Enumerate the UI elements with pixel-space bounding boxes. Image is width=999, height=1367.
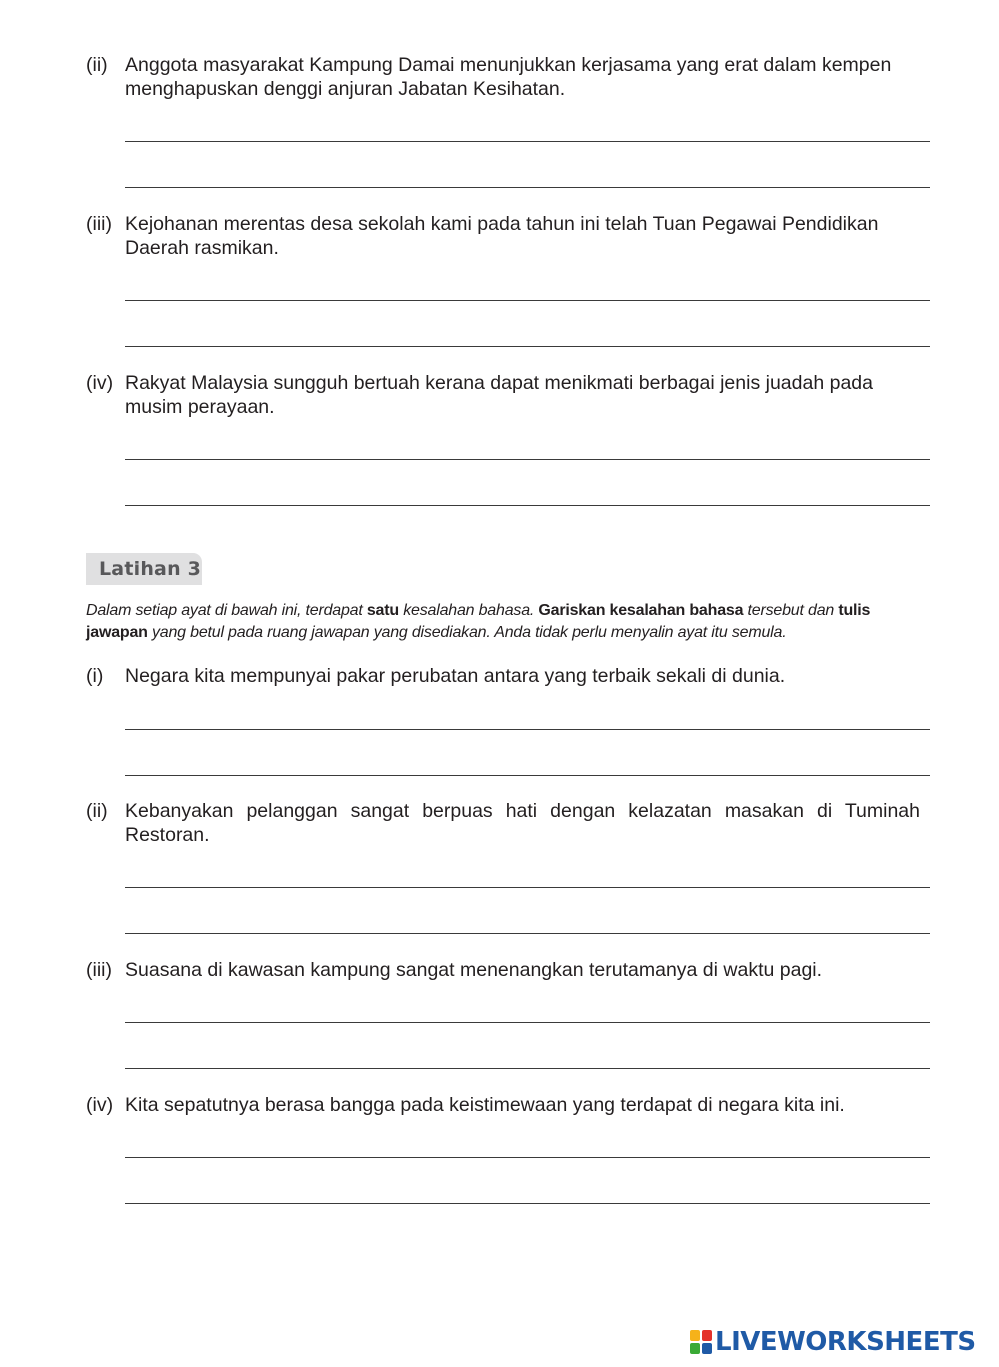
- question-number: (iv): [86, 372, 114, 394]
- answer-line[interactable]: [125, 1022, 930, 1023]
- instruction-text: kesalahan bahasa.: [398, 602, 539, 619]
- instruction-bold: Gariskan kesalahan bahasa: [538, 602, 744, 619]
- instruction-bold: tulis jawapan: [86, 602, 871, 641]
- liveworksheets-logo: [690, 1325, 976, 1359]
- question-ii: [86, 799, 931, 847]
- question-text: Kebanyakan pelanggan sangat berpuas hati dengan kelazatan masakan di Tuminah Restoran.: [125, 800, 920, 846]
- answer-line[interactable]: [125, 187, 930, 188]
- question-number: (iii): [86, 213, 112, 235]
- answer-line[interactable]: [125, 775, 930, 776]
- question-text: Rakyat Malaysia sungguh bertuah kerana dapat menikmati berbagai jenis juadah pada musim perayaan.: [125, 372, 873, 418]
- question-number: (iv): [86, 1094, 114, 1116]
- question-text: Suasana di kawasan kampung sangat menenangkan terutamanya di waktu pagi.: [125, 959, 823, 981]
- logo-square: [702, 1330, 712, 1341]
- answer-line[interactable]: [125, 887, 930, 888]
- answer-line[interactable]: [125, 933, 930, 934]
- logo-text: LIVEWORKSHEETS: [715, 1327, 976, 1357]
- logo-square: [690, 1330, 700, 1341]
- answer-line[interactable]: [125, 346, 930, 347]
- question-text: Negara kita mempunyai pakar perubatan antara yang terbaik sekali di dunia.: [125, 665, 786, 687]
- question-iii-prev: [86, 212, 931, 260]
- answer-line[interactable]: [125, 459, 930, 460]
- question-number: (ii): [86, 800, 108, 822]
- answer-line[interactable]: [125, 1157, 930, 1158]
- instruction-text: tersebut dan: [743, 602, 839, 619]
- question-number: (i): [86, 665, 104, 687]
- answer-line[interactable]: [125, 141, 930, 142]
- logo-square: [702, 1343, 712, 1354]
- question-text: Kejohanan merentas desa sekolah kami pada tahun ini telah Tuan Pegawai Pendidikan Daerah rasmikan.: [125, 213, 879, 259]
- question-i: [86, 664, 931, 688]
- answer-line[interactable]: [125, 729, 930, 730]
- logo-square: [690, 1343, 700, 1354]
- exercise-instruction: [86, 600, 931, 644]
- instruction-bold: satu: [366, 602, 399, 619]
- exercise-label: [86, 553, 202, 585]
- answer-line[interactable]: [125, 1203, 930, 1204]
- answer-line[interactable]: [125, 1068, 930, 1069]
- logo-mark-icon: [690, 1330, 712, 1354]
- question-text: Kita sepatutnya berasa bangga pada keistimewaan yang terdapat di negara kita ini.: [125, 1094, 845, 1116]
- instruction-text: yang betul pada ruang jawapan yang disediakan. Anda tidak perlu menyalin ayat itu semula.: [147, 624, 787, 641]
- question-iv-prev: [86, 371, 931, 419]
- question-iii: [86, 958, 931, 982]
- question-text: Anggota masyarakat Kampung Damai menunjukkan kerjasama yang erat dalam kempen menghapuskan denggi anjuran Jabatan Kesihatan.: [125, 54, 892, 100]
- answer-line[interactable]: [125, 300, 930, 301]
- exercise-title: Latihan 3: [99, 558, 202, 580]
- question-ii-prev: [86, 53, 931, 101]
- instruction-text: Dalam setiap ayat di bawah ini, terdapat: [86, 602, 367, 619]
- question-number: (ii): [86, 54, 108, 76]
- question-iv: [86, 1093, 931, 1117]
- answer-line[interactable]: [125, 505, 930, 506]
- question-number: (iii): [86, 959, 112, 981]
